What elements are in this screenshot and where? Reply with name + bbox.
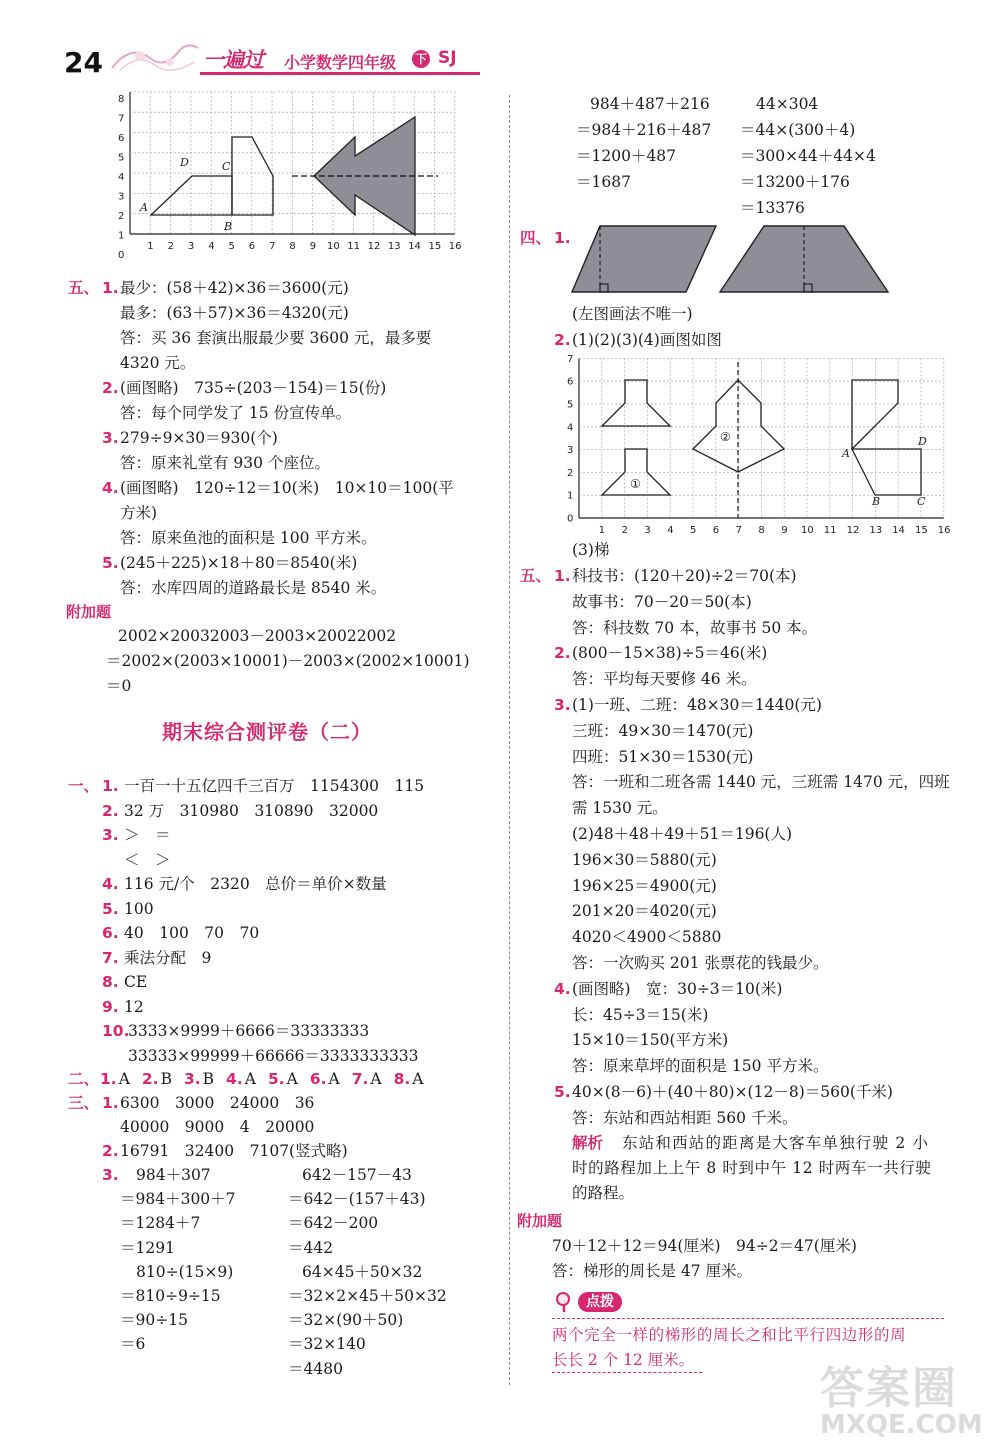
x-tick-label: 13 — [387, 241, 401, 252]
answer-line: 需 1530 元。 — [572, 799, 668, 818]
choice-answer: A — [244, 1070, 256, 1088]
calc-line: ＝4480 — [288, 1359, 343, 1378]
header-underline — [200, 72, 480, 75]
x-tick-label: 2 — [621, 525, 628, 536]
answer-line: 3333×9999＋6666＝33333333 — [128, 1022, 370, 1040]
calc-line: ＝32×140 — [288, 1335, 366, 1354]
answer-line: 答：原来草坪的面积是 150 平方米。 — [572, 1057, 829, 1076]
x-tick-label: 11 — [347, 241, 361, 252]
x-tick-label: 12 — [367, 241, 381, 252]
choice-answer: A — [412, 1070, 424, 1088]
section-label: 一、 — [68, 777, 100, 795]
x-tick-label: 5 — [690, 525, 697, 536]
calc-line: ＝984＋300＋7 — [120, 1190, 236, 1209]
choice-answer: A — [328, 1070, 340, 1088]
answer-line: CE — [124, 973, 148, 991]
y-tick-label: 4 — [118, 171, 125, 183]
answer-line: 40000 9000 4 20000 — [120, 1118, 315, 1136]
answer-line: (1)一班、二班：48×30＝1440(元) — [572, 696, 822, 714]
y-tick-label: 1 — [567, 490, 574, 502]
y-tick-label: 8 — [118, 93, 125, 105]
answer-line: 答：科技数 70 本，故事书 50 本。 — [572, 618, 818, 637]
answer-line: 答：每个同学发了 15 份宣传单。 — [120, 404, 352, 422]
answer-line: (画图略) 120÷12＝10(米) 10×10＝100(平 — [120, 479, 454, 497]
watermark-text: 答案圈 — [820, 1363, 958, 1414]
item-number: 5. — [554, 1083, 571, 1101]
analysis-line: 东站和西站的距离是大客车单独行驶 2 小 — [622, 1134, 930, 1152]
x-tick-label: 8 — [758, 525, 765, 536]
item-number: 1. — [102, 777, 119, 795]
section-label: 五、 — [68, 279, 100, 297]
answer-line: (2)48＋48＋49＋51＝196(人) — [572, 825, 793, 843]
grid-figure-1 — [112, 88, 472, 273]
parallelogram-figure — [570, 222, 720, 298]
item-number: 3. — [102, 429, 119, 447]
calc-line: ＝32×(90＋50) — [288, 1311, 404, 1330]
y-tick-label: 3 — [118, 191, 125, 203]
calc-line: ＝1200＋487 — [576, 147, 677, 165]
x-tick-label: 10 — [801, 525, 814, 536]
tip-rule-bottom — [552, 1372, 702, 1373]
analysis-line: 时的路程加上上午 8 时到中午 12 时两车一共行驶 — [572, 1159, 932, 1177]
answer-line: (1)(2)(3)(4)画图如图 — [572, 331, 722, 349]
y-tick-label: 7 — [118, 113, 125, 125]
y-tick-label: 0 — [118, 249, 125, 261]
point-label-D: D — [918, 435, 927, 448]
answer-line: 答：平均每天要修 46 米。 — [572, 670, 757, 689]
x-tick-label: 3 — [187, 241, 195, 252]
answer-line: (245＋225)×18＋80＝8540(米) — [120, 554, 358, 572]
y-tick-label: 2 — [118, 210, 125, 222]
x-tick-label: 15 — [428, 241, 442, 252]
x-tick-label: 7 — [269, 241, 276, 252]
item-number: 2. — [102, 1142, 119, 1160]
answer-line: 116 元/个 2320 总价＝单价×数量 — [124, 875, 387, 893]
item-number: 4. — [102, 479, 119, 497]
item-number: 6. — [102, 924, 119, 942]
y-tick-label: 1 — [118, 230, 125, 242]
extra-line: ＝0 — [106, 677, 132, 695]
choice-answer: A — [118, 1070, 130, 1088]
x-tick-label: 15 — [915, 525, 928, 536]
answer-line: ＞ ＝ — [124, 826, 171, 844]
calc-line: ＝984＋216＋487 — [576, 121, 712, 139]
item-number: 8. — [393, 1070, 411, 1088]
right-shape-lower — [852, 449, 921, 495]
item-number: 2. — [141, 1070, 159, 1088]
exam-title: 期末综合测评卷（二） — [162, 720, 372, 744]
answer-line: 15×10＝150(平方米) — [572, 1031, 729, 1050]
analysis-line: 的路程。 — [572, 1184, 635, 1202]
item-number: 5. — [267, 1070, 285, 1088]
tip-line: 两个完全一样的梯形的周长之和比平行四边形的周 — [552, 1326, 907, 1344]
y-tick-label: 7 — [567, 353, 574, 365]
x-tick-label: 4 — [208, 241, 215, 252]
item-number: 2. — [102, 379, 119, 397]
x-tick-label: 2 — [167, 241, 174, 252]
item-number: 3. — [102, 1166, 119, 1184]
x-tick-label: 5 — [228, 241, 235, 252]
answer-line: (画图略) 宽：30÷3＝10(米) — [572, 979, 783, 998]
x-tick-label: 16 — [937, 525, 951, 536]
x-tick-label: 9 — [781, 525, 788, 536]
answer-line: (3)梯 — [572, 541, 610, 559]
magnifier-icon — [554, 1290, 574, 1314]
x-tick-label: 14 — [408, 241, 421, 252]
answer-line: 最少：(58＋42)×36＝3600(元) — [120, 279, 349, 297]
item-number: 7. — [102, 948, 119, 967]
answer-line: 答：一班和二班各需 1440 元，三班需 1470 元，四班 — [572, 773, 950, 792]
x-tick-label: 8 — [289, 241, 296, 252]
item-number: 5. — [102, 554, 119, 572]
y-tick-labels — [118, 94, 124, 261]
item-number: 3. — [183, 1070, 201, 1088]
y-tick-label: 6 — [118, 132, 125, 144]
calc-line: 984＋487＋216 — [590, 95, 710, 113]
x-tick-label: 12 — [846, 525, 860, 536]
item-number: 4. — [226, 1070, 243, 1088]
calc-line: ＝1284＋7 — [120, 1214, 201, 1233]
x-tick-label: 9 — [309, 241, 317, 252]
funnel-shape-upper — [602, 380, 670, 426]
grid-figure-2 — [560, 348, 955, 536]
answer-line: 答：一次购买 201 张票花的钱最少。 — [572, 954, 829, 972]
y-tick-labels — [567, 354, 573, 525]
item-number: 8. — [102, 973, 119, 991]
answer-line: 16791 32400 7107(竖式略) — [120, 1142, 348, 1160]
item-number: 10. — [102, 1022, 130, 1040]
answer-line: 201×20＝4020(元) — [572, 902, 717, 921]
answer-line: (800－15×38)÷5＝46(米) — [572, 644, 768, 663]
extra-title: 附加题 — [517, 1212, 563, 1230]
calc-line: 64×45＋50×32 — [302, 1262, 423, 1281]
item-number: 9. — [102, 997, 119, 1016]
section-label: 四、 — [520, 229, 552, 247]
answer-line: 长：45÷3＝15(米) — [572, 1005, 709, 1024]
item-number: 4. — [102, 875, 119, 893]
extra-line: ＝2002×(2003×10001)－2003×(2002×10001) — [106, 652, 470, 670]
calc-line: 44×304 — [756, 95, 819, 113]
answer-line: 最多：(63＋57)×36＝4320(元) — [120, 304, 349, 322]
choice-answer: B — [202, 1070, 215, 1088]
watermark-logo — [820, 1352, 983, 1440]
x-tick-label: 6 — [712, 525, 720, 536]
answer-line: 故事书：70－20＝50(本) — [572, 592, 752, 611]
trapezoid-figure — [716, 222, 892, 298]
answer-line: 196×30＝5880(元) — [572, 850, 717, 869]
x-tick-labels — [147, 241, 461, 252]
trapezoid-shape — [151, 176, 232, 215]
answer-line: 答：买 36 套演出服最少要 3600 元，最多要 — [120, 329, 432, 347]
y-tick-label: 4 — [567, 422, 574, 434]
section-label: 二、 — [68, 1070, 100, 1088]
calc-line: ＝300×44＋44×4 — [740, 147, 876, 165]
x-tick-label: 13 — [869, 525, 883, 536]
choice-answer: B — [160, 1070, 172, 1088]
calc-line: ＝1291 — [120, 1238, 175, 1257]
point-label-A: A — [842, 447, 850, 460]
point-label-B: B — [872, 495, 881, 508]
x-tick-label: 11 — [823, 525, 837, 536]
tip-rule-top — [552, 1318, 944, 1319]
y-tick-label: 0 — [567, 513, 574, 525]
section-label: 三、 — [68, 1094, 100, 1112]
x-tick-label: 1 — [147, 241, 154, 252]
choice-answers — [100, 1069, 424, 1089]
watermark-site: MXQE.COM — [820, 1410, 983, 1440]
y-tick-label: 3 — [567, 445, 574, 457]
answer-line: 196×25＝4900(元) — [572, 876, 717, 895]
calc-line: ＝642－200 — [288, 1214, 379, 1233]
calc-line: ＝44×(300＋4) — [740, 121, 856, 139]
calc-line: ＝442 — [288, 1238, 334, 1257]
extra-line: 2002×20032003－2003×20022002 — [118, 627, 397, 645]
x-tick-label: 3 — [644, 525, 651, 536]
x-tick-label: 14 — [892, 525, 905, 536]
answer-line: (画图略) 735÷(203－154)＝15(份) — [120, 379, 387, 397]
item-number: 4. — [554, 979, 571, 998]
item-number: 2. — [554, 644, 571, 663]
calc-line: ＝13376 — [740, 199, 805, 217]
answer-line: 三班：49×30＝1470(元) — [572, 721, 754, 740]
answer-line: 4020＜4900＜5880 — [572, 928, 722, 947]
item-number: 2. — [554, 331, 571, 349]
shape-label-1: ① — [630, 477, 641, 491]
item-number: 1. — [102, 1094, 119, 1112]
choice-answer: A — [286, 1070, 298, 1088]
calc-line: ＝642－(157＋43) — [288, 1190, 426, 1209]
page-number: 24 — [64, 46, 103, 79]
choice-answer: A — [370, 1070, 382, 1088]
answer-line: 12 — [124, 997, 144, 1016]
extra-title: 附加题 — [66, 603, 112, 621]
calc-line: 642－157－43 — [302, 1166, 412, 1184]
answer-line: 答：原来礼堂有 930 个座位。 — [120, 454, 330, 472]
item-number: 2. — [102, 801, 119, 820]
x-tick-label: 16 — [448, 241, 462, 252]
tip-label: 点拨 — [578, 1292, 622, 1312]
y-tick-label: 5 — [118, 152, 125, 164]
grid-lines — [579, 358, 944, 518]
answer-line: 答：水库四周的道路最长是 8540 米。 — [120, 579, 387, 597]
answer-line: 一百一十五亿四千三百万 1154300 115 — [124, 777, 425, 795]
book-subtitle: 小学数学四年级 — [284, 53, 397, 72]
calc-line: ＝810÷9÷15 — [120, 1287, 221, 1305]
answer-line: 答：原来鱼池的面积是 100 平方米。 — [120, 529, 377, 547]
shape-label-2: ② — [720, 430, 731, 444]
point-label-A: A — [140, 201, 148, 214]
point-label-D: D — [180, 156, 189, 169]
answer-line: 100 — [124, 899, 154, 918]
answer-line: 40 100 70 70 — [124, 924, 260, 942]
calc-line: ＝1687 — [576, 173, 631, 191]
point-label-C: C — [222, 160, 231, 173]
answer-line: 方米) — [120, 504, 158, 522]
item-number: 1. — [102, 279, 119, 297]
answer-line: 四班：51×30＝1530(元) — [572, 747, 754, 766]
edition-code: SJ — [438, 48, 457, 68]
calc-line: 984＋307 — [136, 1166, 211, 1184]
brand-logo: 一遍过 — [203, 48, 263, 72]
calc-line: ＝13200＋176 — [740, 173, 850, 191]
item-number: 3. — [554, 696, 571, 714]
y-tick-label: 5 — [567, 399, 574, 411]
calc-line: ＝90÷15 — [120, 1311, 188, 1330]
answer-line: 乘法分配 9 — [124, 948, 212, 967]
section-label: 五、 — [520, 567, 552, 585]
y-tick-label: 2 — [567, 467, 574, 479]
x-tick-label: 7 — [735, 525, 742, 536]
volume-badge: 下 — [412, 50, 430, 68]
pentagon-shape — [232, 137, 273, 215]
column-divider — [509, 95, 510, 1385]
answer-line: 40×(8－6)＋(40＋80)×(12－8)＝560(千米) — [572, 1083, 893, 1101]
item-number: 7. — [351, 1070, 369, 1088]
item-number: 6. — [309, 1070, 327, 1088]
answer-line: ＜ ＞ — [124, 850, 171, 869]
tip-line: 长长 2 个 12 厘米。 — [552, 1351, 695, 1369]
x-tick-label: 4 — [667, 525, 674, 536]
answer-line: 科技书：(120＋20)÷2＝70(本) — [572, 567, 797, 585]
point-label-B: B — [224, 220, 233, 233]
x-tick-label: 1 — [598, 525, 606, 536]
x-tick-label: 6 — [248, 241, 256, 252]
extra-line: 答：梯形的周长是 47 厘米。 — [552, 1262, 753, 1280]
calc-line: ＝32×2×45＋50×32 — [288, 1287, 447, 1305]
item-number: 1. — [554, 229, 571, 247]
calc-line: ＝6 — [120, 1335, 146, 1354]
header-ornament-icon — [110, 40, 200, 78]
extra-line: 70＋12＋12＝94(厘米) 94÷2＝47(厘米) — [552, 1237, 857, 1255]
item-number: 1. — [554, 567, 571, 585]
calc-line: 810÷(15×9) — [136, 1262, 234, 1281]
x-tick-labels — [599, 525, 951, 536]
item-number: 5. — [102, 899, 119, 918]
item-number: 1. — [100, 1070, 117, 1088]
answer-line: 答：东站和西站相距 560 千米。 — [572, 1108, 798, 1127]
y-tick-label: 6 — [567, 376, 574, 388]
answer-line: 4320 元。 — [120, 354, 196, 372]
answer-line: 33333×99999＋66666＝3333333333 — [128, 1046, 419, 1065]
answer-line: 279÷9×30＝930(个) — [120, 429, 278, 447]
answer-line: 6300 3000 24000 36 — [120, 1094, 315, 1112]
item-number: 3. — [102, 826, 119, 844]
answer-line: 32 万 310980 310890 32000 — [124, 801, 379, 820]
x-tick-label: 10 — [327, 241, 340, 252]
drawing-note: (左图画法不唯一) — [572, 305, 693, 323]
point-label-C: C — [917, 495, 926, 508]
analysis-label: 解析 — [572, 1134, 604, 1152]
